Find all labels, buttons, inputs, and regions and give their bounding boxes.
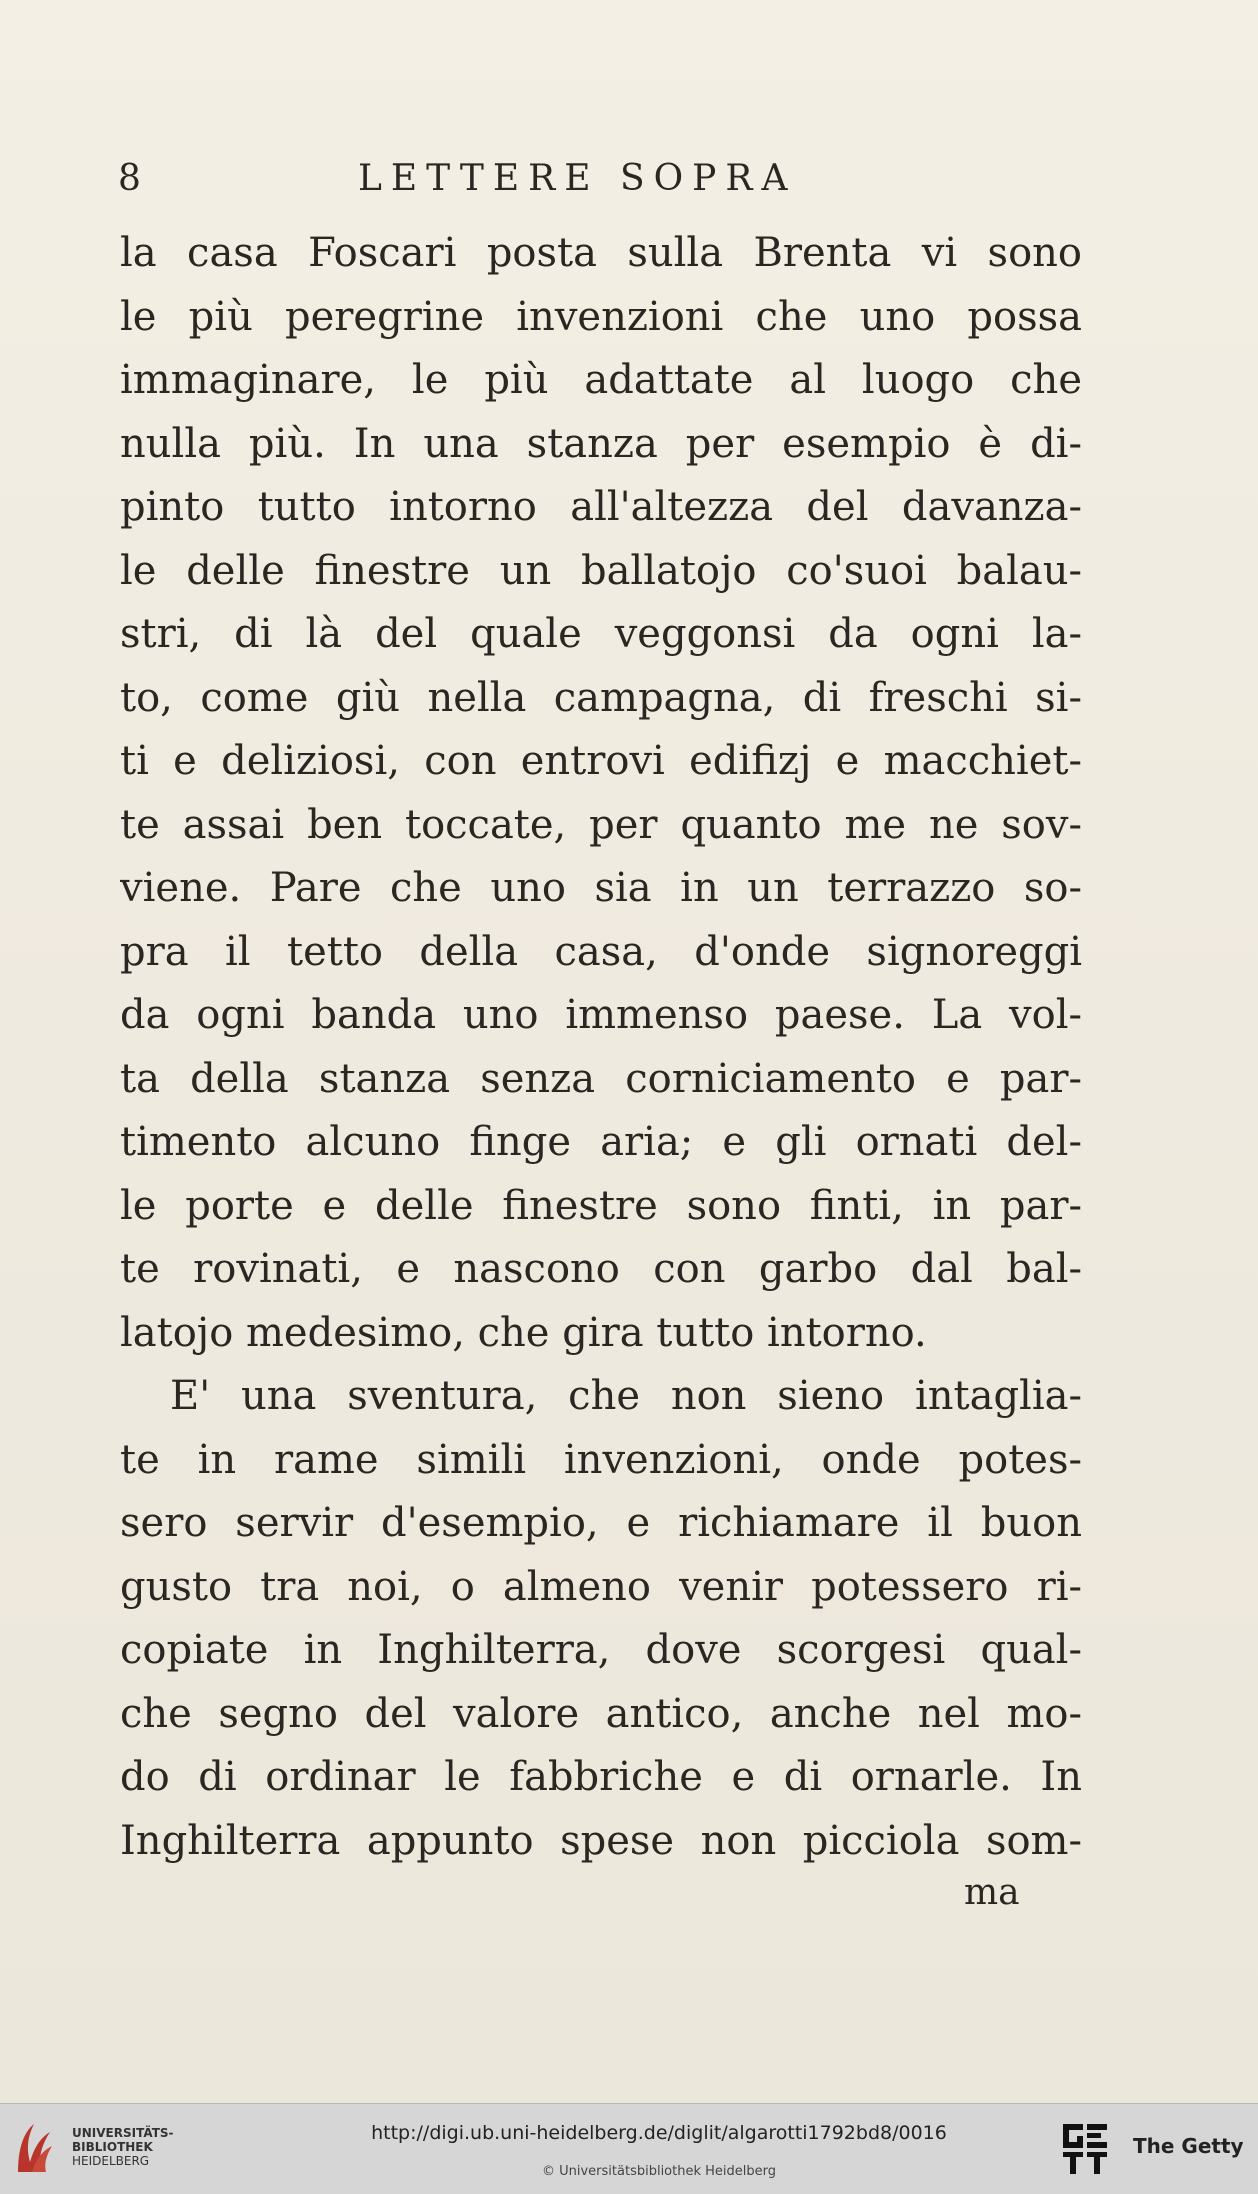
text-line: da ogni banda uno immenso paese. La vol- bbox=[120, 992, 1082, 1038]
text-line: le più peregrine invenzioni che uno possa bbox=[120, 293, 1082, 340]
viewer-footer bbox=[0, 2103, 1258, 2194]
text-line: te assai ben toccate, per quanto me ne sov- bbox=[120, 801, 1082, 848]
library-name-line: BIBLIOTHEK bbox=[72, 2140, 153, 2154]
text-line: Inghilterra appunto spese non picciola som- bbox=[120, 1817, 1082, 1864]
library-name-line: UNIVERSITÄTS- bbox=[72, 2126, 174, 2140]
text-line: te in rame simili invenzioni, onde potes- bbox=[120, 1436, 1082, 1483]
text-line: to, come giù nella campagna, di freschi si- bbox=[120, 674, 1082, 721]
text-line: pinto tutto intorno all'altezza del davanza- bbox=[120, 484, 1082, 530]
text-line: la casa Foscari posta sulla Brenta vi sono bbox=[120, 230, 1082, 276]
text-line: ta della stanza senza corniciamento e par- bbox=[120, 1055, 1082, 1102]
text-line: ti e deliziosi, con entrovi edifizj e macchiet- bbox=[120, 738, 1082, 784]
page-header bbox=[118, 158, 1078, 214]
text-line: E' una sventura, che non sieno intaglia- bbox=[170, 1373, 1082, 1419]
getty-logo-icon bbox=[1057, 2118, 1113, 2178]
permalink-url[interactable]: http://digi.ub.uni-heidelberg.de/diglit/algarotti1792bd8/0016 bbox=[371, 2122, 947, 2144]
text-line: gusto tra noi, o almeno venir potessero ri- bbox=[120, 1563, 1082, 1610]
text-line: do di ordinar le fabbriche e di ornarle. In bbox=[120, 1754, 1082, 1800]
text-line: viene. Pare che uno sia in un terrazzo so- bbox=[120, 865, 1082, 911]
body-text bbox=[120, 222, 1082, 1873]
text-line: te rovinati, e nascono con garbo dal bal- bbox=[120, 1246, 1082, 1292]
copyright-notice: © Universitätsbibliothek Heidelberg bbox=[541, 2164, 776, 2179]
text-line: le delle finestre un ballatojo co'suoi balau- bbox=[120, 547, 1082, 594]
library-name-line: HEIDELBERG bbox=[72, 2154, 150, 2168]
text-line: stri, di là del quale veggonsi da ogni la- bbox=[120, 611, 1082, 657]
text-line: pra il tetto della casa, d'onde signoreggi bbox=[120, 928, 1082, 975]
text-line: copiate in Inghilterra, dove scorgesi qual- bbox=[120, 1627, 1082, 1673]
text-line: timento alcuno finge aria; e gli ornati del- bbox=[120, 1119, 1082, 1165]
text-line: che segno del valore antico, anche nel mo- bbox=[120, 1690, 1082, 1737]
text-line: nulla più. In una stanza per esempio è di- bbox=[120, 420, 1082, 467]
text-line: le porte e delle finestre sono finti, in par- bbox=[120, 1182, 1082, 1229]
running-title: LETTERE SOPRA bbox=[358, 158, 797, 199]
catchword: ma bbox=[964, 1872, 1020, 1913]
text-line: sero servir d'esempio, e richiamare il buon bbox=[120, 1500, 1082, 1546]
page-number: 8 bbox=[118, 158, 147, 199]
sponsor-name: The Getty bbox=[1133, 2134, 1244, 2158]
text-line: latojo medesimo, che gira tutto intorno. bbox=[120, 1309, 927, 1356]
text-line: immaginare, le più adattate al luogo che bbox=[120, 357, 1082, 403]
